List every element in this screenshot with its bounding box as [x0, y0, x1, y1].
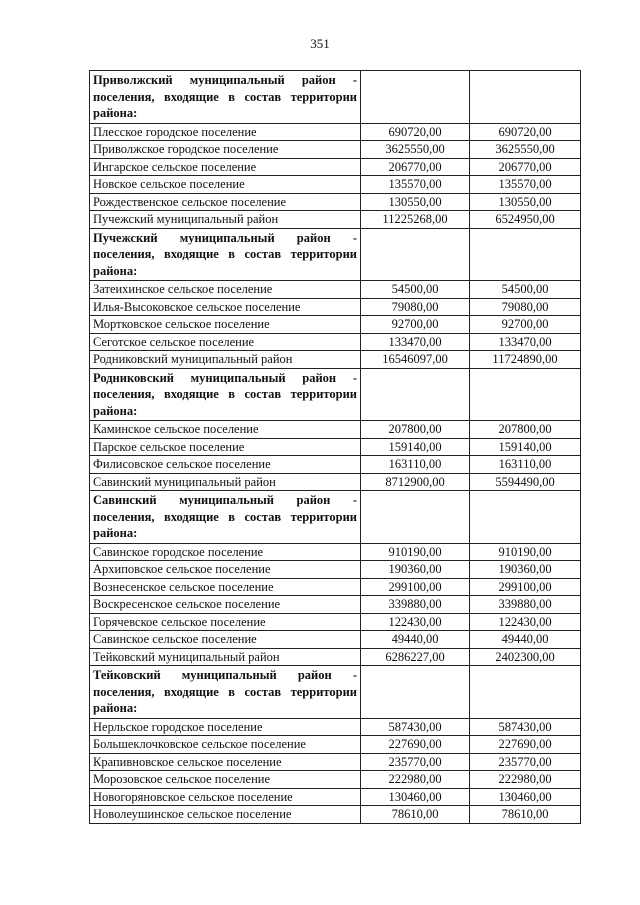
table-row — [90, 788, 581, 806]
table-row — [90, 561, 581, 579]
name-cell: Филисовское сельское поселение — [90, 456, 361, 474]
value-cell-2: 130550,00 — [470, 193, 581, 211]
name-cell: Вознесенское сельское поселение — [90, 578, 361, 596]
value-cell-2 — [470, 228, 581, 281]
budget-table-body — [90, 71, 581, 824]
value-cell-1: 690720,00 — [361, 123, 470, 141]
value-cell-1: 235770,00 — [361, 753, 470, 771]
value-cell-1 — [361, 666, 470, 719]
value-cell-2: 587430,00 — [470, 718, 581, 736]
value-cell-2: 207800,00 — [470, 421, 581, 439]
value-cell-2: 6524950,00 — [470, 211, 581, 229]
section-header-cell: Савинский муниципальный район - поселения, входящие в состав территории района: — [90, 491, 361, 544]
value-cell-2: 133470,00 — [470, 333, 581, 351]
name-cell: Рождественское сельское поселение — [90, 193, 361, 211]
table-row — [90, 771, 581, 789]
section-header-cell: Тейковский муниципальный район - поселения, входящие в состав территории района: — [90, 666, 361, 719]
value-cell-2: 130460,00 — [470, 788, 581, 806]
value-cell-1: 910190,00 — [361, 543, 470, 561]
value-cell-2: 910190,00 — [470, 543, 581, 561]
value-cell-2: 159140,00 — [470, 438, 581, 456]
table-row — [90, 456, 581, 474]
table-row — [90, 316, 581, 334]
value-cell-2: 690720,00 — [470, 123, 581, 141]
value-cell-1: 130460,00 — [361, 788, 470, 806]
name-cell: Каминское сельское поселение — [90, 421, 361, 439]
name-cell: Парское сельское поселение — [90, 438, 361, 456]
value-cell-2: 190360,00 — [470, 561, 581, 579]
table-row — [90, 631, 581, 649]
name-cell: Новское сельское поселение — [90, 176, 361, 194]
value-cell-1 — [361, 368, 470, 421]
name-cell: Мортковское сельское поселение — [90, 316, 361, 334]
value-cell-1: 122430,00 — [361, 613, 470, 631]
value-cell-2 — [470, 491, 581, 544]
table-row — [90, 141, 581, 159]
table-row — [90, 736, 581, 754]
table-row — [90, 613, 581, 631]
name-cell: Родниковский муниципальный район — [90, 351, 361, 369]
value-cell-1: 78610,00 — [361, 806, 470, 824]
table-row — [90, 578, 581, 596]
value-cell-1: 159140,00 — [361, 438, 470, 456]
value-cell-2: 49440,00 — [470, 631, 581, 649]
value-cell-1: 16546097,00 — [361, 351, 470, 369]
budget-table — [89, 70, 581, 824]
name-cell: Плесское городское поселение — [90, 123, 361, 141]
table-row — [90, 596, 581, 614]
name-cell: Крапивновское сельское поселение — [90, 753, 361, 771]
value-cell-1: 49440,00 — [361, 631, 470, 649]
name-cell: Затеихинское сельское поселение — [90, 281, 361, 299]
value-cell-1: 135570,00 — [361, 176, 470, 194]
name-cell: Пучежский муниципальный район — [90, 211, 361, 229]
value-cell-1: 190360,00 — [361, 561, 470, 579]
value-cell-1: 130550,00 — [361, 193, 470, 211]
name-cell: Ингарское сельское поселение — [90, 158, 361, 176]
name-cell: Тейковский муниципальный район — [90, 648, 361, 666]
value-cell-2: 3625550,00 — [470, 141, 581, 159]
value-cell-1: 92700,00 — [361, 316, 470, 334]
value-cell-2: 299100,00 — [470, 578, 581, 596]
value-cell-2: 92700,00 — [470, 316, 581, 334]
value-cell-2: 78610,00 — [470, 806, 581, 824]
value-cell-1: 206770,00 — [361, 158, 470, 176]
table-row — [90, 158, 581, 176]
name-cell: Морозовское сельское поселение — [90, 771, 361, 789]
name-cell: Савинское сельское поселение — [90, 631, 361, 649]
value-cell-1 — [361, 71, 470, 124]
name-cell: Новогоряновское сельское поселение — [90, 788, 361, 806]
value-cell-2: 222980,00 — [470, 771, 581, 789]
section-header-row — [90, 71, 581, 124]
value-cell-2: 227690,00 — [470, 736, 581, 754]
value-cell-1: 133470,00 — [361, 333, 470, 351]
table-row — [90, 718, 581, 736]
name-cell: Нерльское городское поселение — [90, 718, 361, 736]
table-row — [90, 473, 581, 491]
section-header-row — [90, 228, 581, 281]
value-cell-1: 587430,00 — [361, 718, 470, 736]
value-cell-2: 11724890,00 — [470, 351, 581, 369]
value-cell-2: 122430,00 — [470, 613, 581, 631]
table-row — [90, 806, 581, 824]
name-cell: Приволжское городское поселение — [90, 141, 361, 159]
table-row — [90, 176, 581, 194]
table-row — [90, 421, 581, 439]
value-cell-1: 339880,00 — [361, 596, 470, 614]
value-cell-1 — [361, 228, 470, 281]
value-cell-2: 339880,00 — [470, 596, 581, 614]
name-cell: Савинское городское поселение — [90, 543, 361, 561]
table-row — [90, 543, 581, 561]
value-cell-2: 206770,00 — [470, 158, 581, 176]
value-cell-2: 235770,00 — [470, 753, 581, 771]
value-cell-2: 163110,00 — [470, 456, 581, 474]
table-row — [90, 333, 581, 351]
value-cell-1: 3625550,00 — [361, 141, 470, 159]
section-header-cell: Приволжский муниципальный район - поселения, входящие в состав территории района: — [90, 71, 361, 124]
value-cell-1: 8712900,00 — [361, 473, 470, 491]
value-cell-1: 163110,00 — [361, 456, 470, 474]
value-cell-1: 6286227,00 — [361, 648, 470, 666]
name-cell: Воскресенское сельское поселение — [90, 596, 361, 614]
table-row — [90, 298, 581, 316]
name-cell: Илья-Высоковское сельское поселение — [90, 298, 361, 316]
section-header-cell: Родниковский муниципальный район - поселения, входящие в состав территории района: — [90, 368, 361, 421]
section-header-row — [90, 491, 581, 544]
table-row — [90, 351, 581, 369]
value-cell-1: 299100,00 — [361, 578, 470, 596]
value-cell-2 — [470, 71, 581, 124]
name-cell: Новолеушинское сельское поселение — [90, 806, 361, 824]
name-cell: Большеклочковское сельское поселение — [90, 736, 361, 754]
name-cell: Сеготское сельское поселение — [90, 333, 361, 351]
name-cell: Горячевское сельское поселение — [90, 613, 361, 631]
value-cell-1 — [361, 491, 470, 544]
page-number: 351 — [310, 36, 330, 51]
value-cell-2 — [470, 368, 581, 421]
value-cell-1: 207800,00 — [361, 421, 470, 439]
value-cell-1: 11225268,00 — [361, 211, 470, 229]
table-row — [90, 193, 581, 211]
value-cell-1: 222980,00 — [361, 771, 470, 789]
value-cell-2: 79080,00 — [470, 298, 581, 316]
table-row — [90, 123, 581, 141]
value-cell-1: 54500,00 — [361, 281, 470, 299]
value-cell-2: 2402300,00 — [470, 648, 581, 666]
value-cell-1: 79080,00 — [361, 298, 470, 316]
table-row — [90, 438, 581, 456]
table-row — [90, 281, 581, 299]
table-row — [90, 648, 581, 666]
value-cell-1: 227690,00 — [361, 736, 470, 754]
section-header-row — [90, 666, 581, 719]
name-cell: Архиповское сельское поселение — [90, 561, 361, 579]
value-cell-2: 54500,00 — [470, 281, 581, 299]
section-header-row — [90, 368, 581, 421]
value-cell-2: 5594490,00 — [470, 473, 581, 491]
name-cell: Савинский муниципальный район — [90, 473, 361, 491]
table-row — [90, 211, 581, 229]
value-cell-2: 135570,00 — [470, 176, 581, 194]
section-header-cell: Пучежский муниципальный район - поселения, входящие в состав территории района: — [90, 228, 361, 281]
table-row — [90, 753, 581, 771]
value-cell-2 — [470, 666, 581, 719]
